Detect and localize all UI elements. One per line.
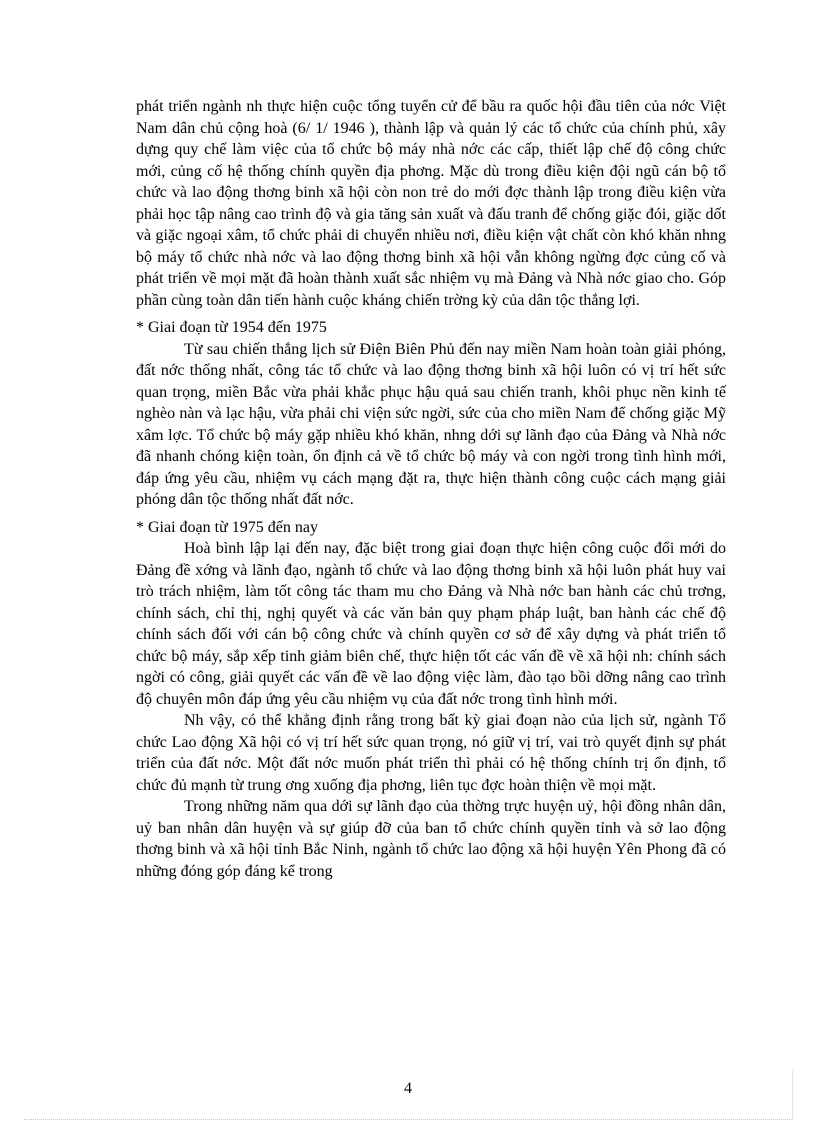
page-border-right [792,1070,793,1119]
paragraph-1954-1975: Từ sau chiến thắng lịch sử Điện Biên Phủ đến nay miền Nam hoàn toàn giải phóng, đất nớc thống nhất, công tác tổ chức và lao động thơng binh xã hội luôn có vị trí hết sức quan trọng, miền Bắc vừa phải khắc phục hậu quả sau chiến tranh, khôi phục nền kinh tế nghèo nàn và lạc hậu, vừa phải chi viện sức ngời, sức của cho miền Nam để chống giặc Mỹ xâm lợc. Tổ chức bộ máy gặp nhiều khó khăn, nhng dới sự lãnh đạo của Đảng và Nhà nớc đã nhanh chóng kiện toàn, ổn định cả về tổ chức bộ máy và con ngời trong tình hình mới, đáp ứng yêu cầu, nhiệm vụ cách mạng đặt ra, thực hiện thành công cuộc cách mạng giải phóng dân tộc thống nhất đất nớc. [136,340,726,508]
paragraph-recent-years: Trong những năm qua dới sự lãnh đạo của thờng trực huyện uỷ, hội đồng nhân dân, uỷ ban nhân dân huyện và sự giúp đỡ của ban tổ chức chính quyền tỉnh và sở lao động thơng binh và xã hội tỉnh Bắc Ninh, ngành tổ chức lao động xã hội huyện Yên Phong đã có những đóng góp đáng kể trong [136,798,726,880]
paragraph-intro-continuation: phát triển ngành nh thực hiện cuộc tổng tuyển cử để bầu ra quốc hội đầu tiên của nớc Việt Nam dân chủ cộng hoà (6/ 1/ 1946 ), thành lập và quản lý các tổ chức của chính phủ, xây dựng quy chế làm việc của tổ chức bộ máy nhà nớc các cấp, thiết lập chế độ công chức mới, củng cố hệ thống chính quyền địa phơng. Mặc dù trong điều kiện đội ngũ cán bộ tổ chức và lao động thơng binh xã hội còn non trẻ do mới đợc thành lập trong điều kiện vừa phải học tập nâng cao trình độ và gia tăng sản xuất và đấu tranh để chống giặc đói, giặc dốt và giặc ngoại xâm, tổ chức phải di chuyển nhiều nơi, điều kiện vật chất còn khó khăn nhng bộ máy tổ chức nhà nớc và lao động thơng binh xã hội vẫn không ngừng đợc củng cố và phát triển về mọi mặt đã hoàn thành xuất sắc nhiệm vụ mà Đảng và Nhà nớc giao cho. Góp phần cùng toàn dân tiến hành cuộc kháng chiến trờng kỳ của dân tộc thắng lợi. [136,98,726,309]
page-body [136,96,726,882]
section-heading-1975-now: * Giai đoạn từ 1975 đến nay [136,518,318,536]
page-number: 4 [404,1080,412,1097]
paragraph-conclusion: Nh vậy, có thể khẳng định rằng trong bất kỳ giai đoạn nào của lịch sử, ngành Tổ chức Lao động Xã hội có vị trí hết sức quan trọng, nó giữ vị trí, vai trò quyết định sự phát triển của đất nớc. Một đất nớc muốn phát triển thì phải có hệ thống chính trị ổn định, tổ chức đủ mạnh từ trung ơng xuống địa phơng, liên tục đợc hoàn thiện về mọi mặt. [136,712,726,794]
paragraph-1975-now: Hoà bình lập lại đến nay, đặc biệt trong giai đoạn thực hiện công cuộc đổi mới do Đảng đề xớng và lãnh đạo, ngành tổ chức và lao động thơng binh xã hội luôn phát huy vai trò trách nhiệm, làm tốt công tác tham mu cho Đảng và Nhà nớc ban hành các chủ trơng, chính sách, chỉ thị, nghị quyết và các văn bản quy phạm pháp luật, ban hành các chế độ chính sách đối với cán bộ công chức và chính quyền cơ sở để xây dựng và phát triển tổ chức bộ máy, sắp xếp tinh giảm biên chế, thực hiện tốt các vấn đề về xã hội nh: chính sách ngời có công, giải quyết các vấn đề về lao động việc làm, đào tạo bồi dỡng nâng cao trình độ chuyên môn đáp ứng yêu cầu nhiệm vụ của đất nớc trong tình hình mới. [136,540,726,708]
page-border-bottom [24,1119,792,1120]
section-heading-1954-1975: * Giai đoạn từ 1954 đến 1975 [136,319,327,336]
